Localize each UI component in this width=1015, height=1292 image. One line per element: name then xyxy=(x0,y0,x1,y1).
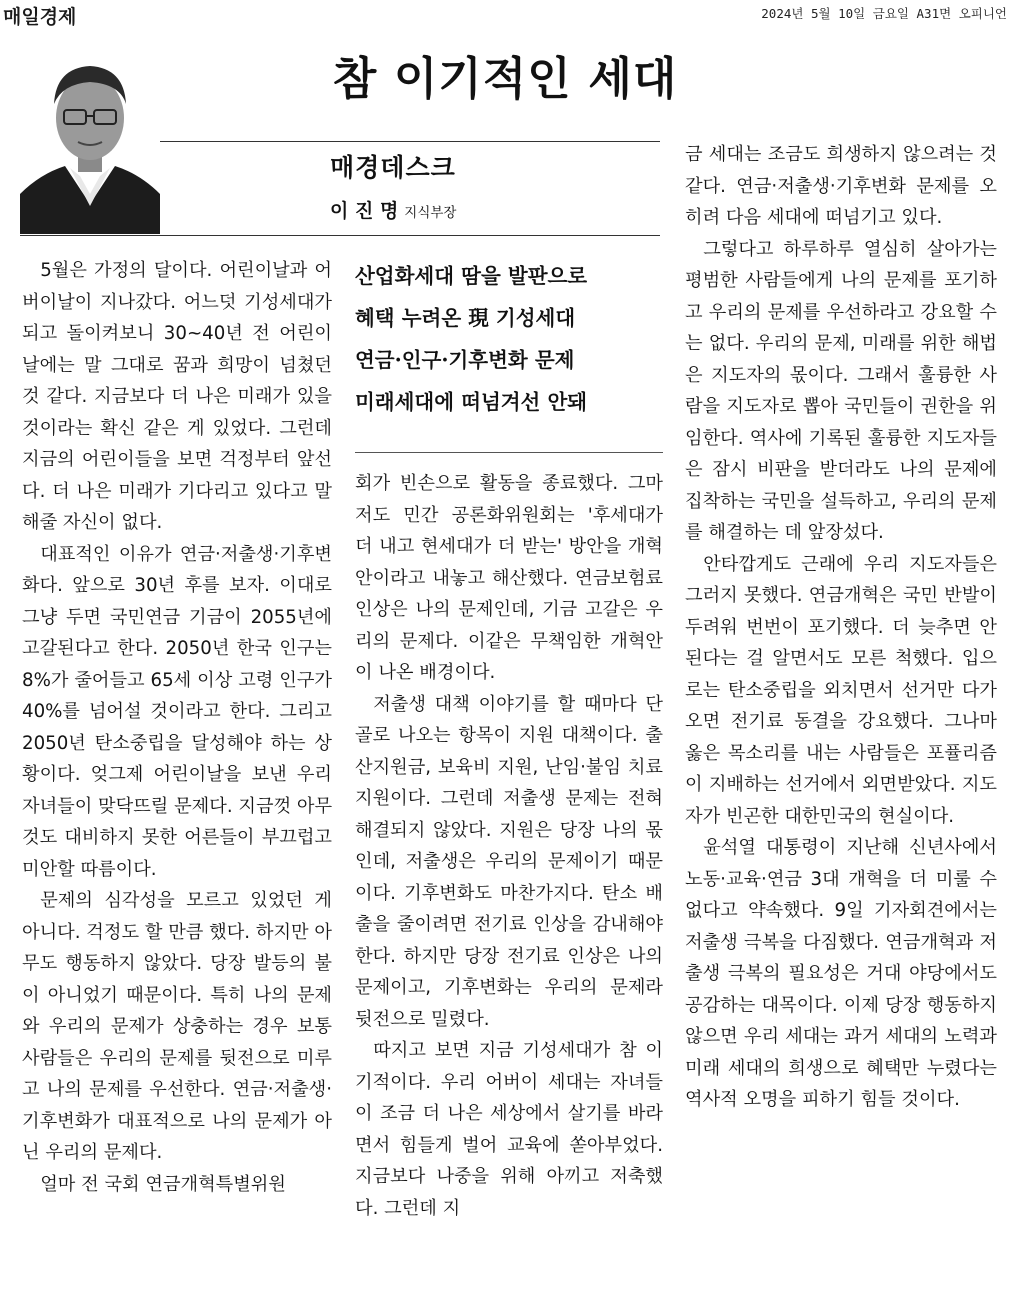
summary-line: 산업화세대 땀을 발판으로 xyxy=(355,264,588,288)
paragraph: 안타깝게도 근래에 우리 지도자들은 그러지 못했다. 연금개혁은 국민 반발이 두려워 번번이 포기했다. 더 늦추면 안된다는 걸 알면서도 모른 척했다. 입으로는 탄소중립을 외치면서 선거만 다가오면 전기료 동결을 강요했다. 그나마 옳은 목소리를 내는 사람들은 포퓰리즘이 지배하는 선거에서 외면받았다. 지도자가 빈곤한 대한민국의 현실이다. xyxy=(685,553,997,827)
summary-line: 연금·인구·기후변화 문제 xyxy=(355,348,575,372)
byline xyxy=(330,196,456,223)
paragraph: 대표적인 이유가 연금·저출생·기후변화다. 앞으로 30년 후를 보자. 이대로 그냥 두면 국민연금 기금이 2055년에 고갈된다고 한다. 2050년 한국 인구는 8%가 줄어들고 65세 이상 고령 인구가 40%를 넘어설 것이라고 한다. 그리고 2050년 탄소중립을 달성해야 하는 상황이다. 엊그제 어린이날을 보낸 우리 자녀들이 맞닥뜨릴 문제다. 지금껏 아무것도 대비하지 못한 어른들이 부끄럽고 미안할 따름이다. xyxy=(22,543,333,880)
headline: 참 이기적인 세대 xyxy=(332,52,678,105)
divider xyxy=(20,235,660,236)
body-column-3 xyxy=(685,139,997,1116)
summary-line: 혜택 누려온 現 기성세대 xyxy=(355,306,576,330)
summary-line: 미래세대에 떠넘겨선 안돼 xyxy=(355,390,588,414)
paragraph: 5월은 가정의 달이다. 어린이날과 어버이날이 지나갔다. 어느덧 기성세대가 되고 돌이켜보니 30~40년 전 어린이날에는 말 그대로 꿈과 희망이 넘쳤던 것 같다. 지금보다 더 나은 미래가 있을 것이라는 확신 같은 게 있었다. 그런데 지금의 어린이들을 보면 걱정부터 앞선다. 더 나은 미래가 기다리고 있다고 말해줄 자신이 없다. xyxy=(22,260,332,533)
paragraph: 회가 빈손으로 활동을 종료했다. 그마저도 민간 공론화위원회는 '후세대가 더 내고 현세대가 더 받는' 방안을 개혁안이라고 내놓고 해산했다. 연금보험료 인상은 나의 문제인데, 기금 고갈은 우리의 문제다. 이같은 무책임한 개혁안이 나온 배경이다. xyxy=(355,473,663,683)
paragraph: 따지고 보면 지금 기성세대가 참 이기적이다. 우리 어버이 세대는 자녀들이 조금 더 나은 세상에서 살기를 바라면서 힘들게 벌어 교육에 쏟아부었다. 지금보다 나중을 위해 아끼고 저축했다. 그런데 지 xyxy=(355,1040,663,1219)
paragraph: 저출생 대책 이야기를 할 때마다 단골로 나오는 항목이 지원 대책이다. 출산지원금, 보육비 지원, 난임·불임 치료 지원이다. 그런데 저출생 문제는 전혀 해결되지 않았다. 지원은 당장 나의 몫인데, 저출생은 우리의 문제이기 때문이다. 기후변화도 마찬가지다. 탄소 배출을 줄이려면 전기료 인상을 감내해야 한다. 하지만 당장 전기료 인상은 나의 문제이고, 기후변화는 우리의 문제라 뒷전으로 밀렸다. xyxy=(355,693,663,1030)
column-name: 매경데스크 xyxy=(330,153,456,182)
author-name: 이 진 명 xyxy=(330,200,399,222)
body-column-1 xyxy=(22,255,332,1200)
paragraph: 얼마 전 국회 연금개혁특별위원 xyxy=(40,1173,286,1195)
newspaper-masthead: 매일경제 xyxy=(3,6,77,28)
dateline: 2024년 5월 10일 금요일 A31면 오피니언 xyxy=(761,6,1007,21)
summary-box xyxy=(355,255,665,423)
author-title: 지식부장 xyxy=(404,205,457,221)
author-photo xyxy=(20,44,160,234)
divider xyxy=(160,141,660,142)
divider xyxy=(355,452,663,453)
paragraph: 문제의 심각성을 모르고 있었던 게 아니다. 걱정도 할 만큼 했다. 하지만 아무도 행동하지 않았다. 당장 발등의 불이 아니었기 때문이다. 특히 나의 문제와 우리의 문제가 상충하는 경우 보통 사람들은 우리의 문제를 뒷전으로 미루고 나의 문제를 우선한다. 연금·저출생·기후변화가 대표적으로 나의 문제가 아닌 우리의 문제다. xyxy=(22,890,332,1163)
paragraph: 윤석열 대통령이 지난해 신년사에서 노동·교육·연금 3대 개혁을 더 미룰 수 없다고 약속했다. 9일 기자회견에서는 저출생 극복을 다짐했다. 연금개혁과 저출생 극복의 필요성은 거대 야당에서도 공감하는 대목이다. 이제 당장 행동하지 않으면 우리 세대는 과거 세대의 노력과 미래 세대의 희생으로 혜택만 누렸다는 역사적 오명을 피하기 힘들 것이다. xyxy=(685,837,997,1110)
paragraph: 금 세대는 조금도 희생하지 않으려는 것 같다. 연금·저출생·기후변화 문제를 오히려 다음 세대에 떠넘기고 있다. xyxy=(685,144,997,228)
paragraph: 그렇다고 하루하루 열심히 살아가는 평범한 사람들에게 나의 문제를 포기하고 우리의 문제를 우선하라고 강요할 수는 없다. 우리의 문제, 미래를 위한 해법은 지도자의 몫이다. 그래서 훌륭한 사람을 지도자로 뽑아 국민들이 권한을 위임한다. 역사에 기록된 훌륭한 지도자들은 잠시 비판을 받더라도 나의 문제에 집착하는 국민을 설득하고, 우리의 문제를 해결하는 데 앞장섰다. xyxy=(685,238,997,543)
body-column-2 xyxy=(355,468,663,1224)
